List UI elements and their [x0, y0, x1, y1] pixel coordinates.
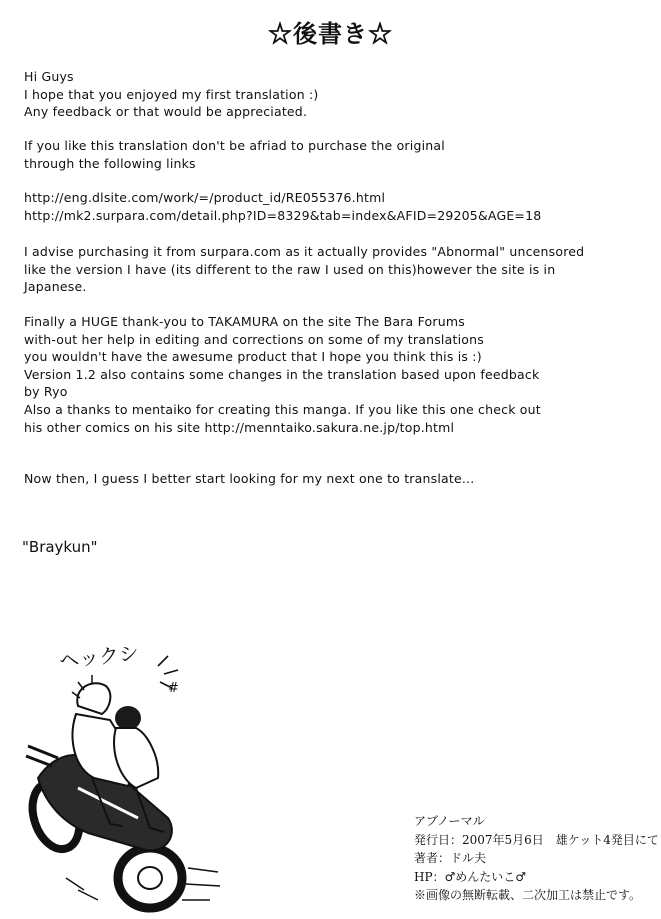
advice-paragraph — [24, 243, 654, 296]
note-line: like the version I have (its different to the raw I used on this)however the site is in — [24, 261, 556, 277]
author: 著者：ドル夫 — [414, 851, 487, 865]
signature: "Braykun" — [22, 538, 98, 556]
note-line: Finally a HUGE thank-you to TAKAMURA on the site The Bara Forums — [24, 314, 465, 329]
page-title: ☆後書き☆ — [268, 19, 393, 48]
greeting-paragraph — [24, 68, 654, 121]
note-line: by Ryo — [24, 384, 68, 400]
dlsite-link[interactable]: http://eng.dlsite.com/work/=/product_id/RE055376.html — [24, 190, 386, 205]
author-site-link[interactable]: his other comics on his site http://menntaiko.sakura.ne.jp/top.html — [24, 419, 455, 435]
book-title: アブノーマル — [414, 814, 485, 828]
note-line: through the following links — [24, 155, 196, 171]
publish-date: 発行日：2007年5月6日 雄ケット4発目にて — [414, 832, 659, 847]
note-line: If you like this translation don't be afriad to purchase the original — [24, 138, 445, 153]
note-line: Also a thanks to mentaiko for creating this manga. If you like this one check out — [24, 401, 541, 417]
motorcycle-sneeze-illustration — [18, 628, 233, 913]
purchase-paragraph — [24, 137, 654, 172]
copyright-notice: ※画像の無断転載、二次加工は禁止です。 — [414, 888, 642, 902]
note-line: Version 1.2 also contains some changes in the translation based upon feedback — [24, 366, 540, 382]
colophon — [414, 812, 659, 905]
svg-text:#: # — [168, 681, 179, 696]
thanks-paragraph — [24, 313, 654, 436]
closing-paragraph — [24, 470, 654, 488]
links-paragraph — [24, 189, 654, 224]
note-line: I hope that you enjoyed my first translation :) — [24, 86, 319, 102]
note-line: I advise purchasing it from surpara.com as it actually provides "Abnormal" uncensored — [24, 244, 585, 259]
note-line: Any feedback or that would be appreciated. — [24, 104, 308, 120]
surpara-link[interactable]: http://mk2.surpara.com/detail.php?ID=8329&tab=index&AFID=29205&AGE=18 — [24, 207, 542, 223]
note-line: with-out her help in editing and corrections on some of my translations — [24, 331, 484, 347]
note-line: Hi Guys — [24, 69, 74, 84]
note-line: you wouldn't have the awesume product that I hope you think this is :) — [24, 349, 482, 365]
note-line: Japanese. — [24, 279, 87, 295]
sfx-text: ヘックシ — [58, 640, 141, 673]
homepage: HP：♂めんたいこ♂ — [414, 869, 527, 884]
note-line: Now then, I guess I better start looking for my next one to translate... — [24, 471, 475, 486]
